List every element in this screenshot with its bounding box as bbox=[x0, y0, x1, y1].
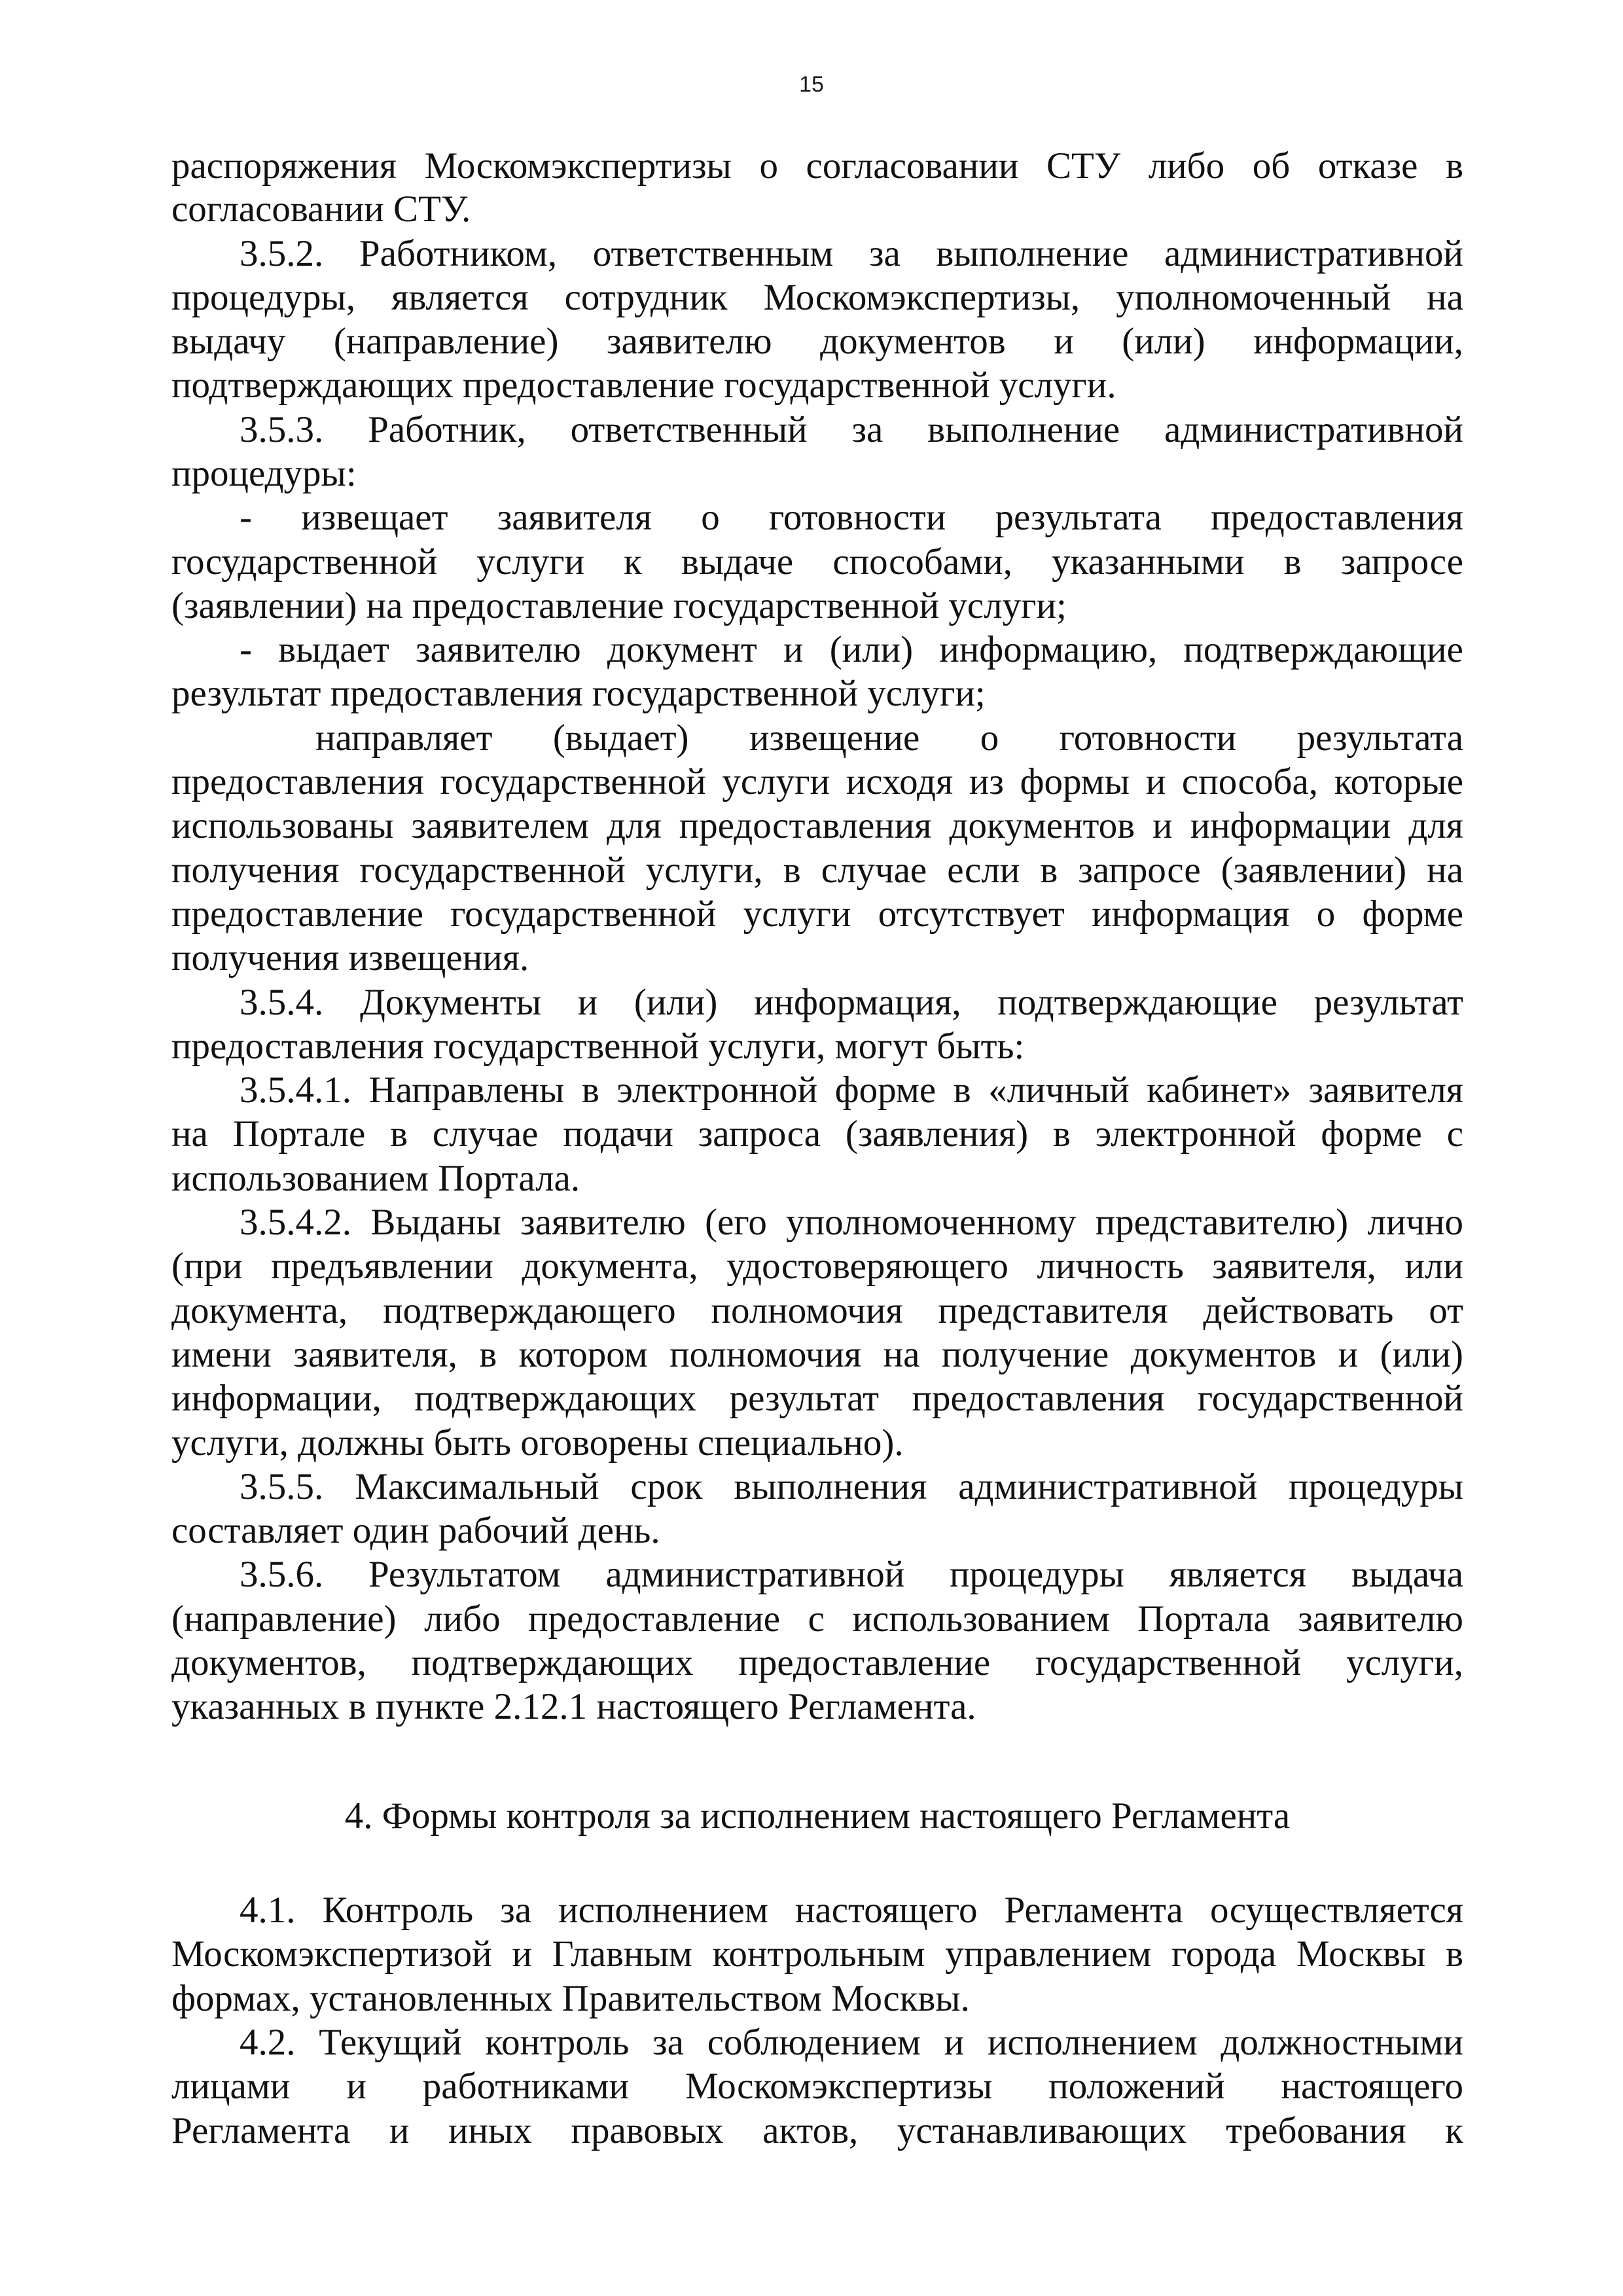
text-line: информации, подтверждающих результат предоставления государственной bbox=[171, 1378, 1463, 1419]
text-line: - извещает заявителя о готовности результата предоставления bbox=[240, 497, 1463, 538]
text-line: предоставления государственной услуги, могут быть: bbox=[171, 1026, 1025, 1067]
text-line: имени заявителя, в котором полномочия на получение документов и (или) bbox=[171, 1334, 1463, 1375]
text-line: (направление) либо предоставление с использованием Портала заявителю bbox=[171, 1598, 1463, 1640]
text-line: распоряжения Москомэкспертизы о согласовании СТУ либо об отказе в bbox=[171, 145, 1463, 187]
text-line: использованы заявителем для предоставления документов и информации для bbox=[171, 805, 1463, 846]
text-line: 3.5.4.1. Направлены в электронной форме в «личный кабинет» заявителя bbox=[240, 1069, 1463, 1111]
text-line: 3.5.2. Работником, ответственным за выполнение административной bbox=[240, 233, 1463, 274]
text-line: 3.5.4. Документы и (или) информация, подтверждающие результат bbox=[240, 982, 1463, 1023]
text-line: документа, подтверждающего полномочия представителя действовать от bbox=[171, 1290, 1463, 1331]
text-line: процедуры, является сотрудник Москомэкспертизы, уполномоченный на bbox=[171, 277, 1463, 318]
text-line: 4.1. Контроль за исполнением настоящего Регламента осуществляется bbox=[240, 1890, 1463, 1931]
text-line: Москомэкспертизой и Главным контрольным управлением города Москвы в bbox=[171, 1933, 1463, 1975]
text-line: государственной услуги к выдаче способами, указанными в запросе bbox=[171, 541, 1463, 583]
text-line: 4.2. Текущий контроль за соблюдением и исполнением должностными bbox=[240, 2022, 1463, 2063]
text-line: получения извещения. bbox=[171, 937, 529, 978]
text-line: 3.5.4.2. Выданы заявителю (его уполномоченному представителю) лично bbox=[240, 1202, 1463, 1243]
text-line: предоставление государственной услуги отсутствует информация о форме bbox=[171, 893, 1463, 935]
text-line: - выдает заявителю документ и (или) информацию, подтверждающие bbox=[240, 629, 1463, 670]
text-line: указанных в пункте 2.12.1 настоящего Регламента. bbox=[171, 1686, 976, 1727]
text-line: услуги, должны быть оговорены специально). bbox=[171, 1422, 904, 1463]
page-number: 15 bbox=[799, 72, 824, 97]
text-line: формах, установленных Правительством Москвы. bbox=[171, 1978, 970, 2019]
text-line: 3.5.3. Работник, ответственный за выполнение административной bbox=[240, 409, 1463, 450]
text-line: выдачу (направление) заявителю документов и (или) информации, bbox=[171, 321, 1463, 362]
text-line: 3.5.6. Результатом административной процедуры является выдача bbox=[240, 1554, 1463, 1595]
section-heading: 4. Формы контроля за исполнением настоящего Регламента bbox=[344, 1795, 1291, 1837]
text-line: направляет (выдает) извещение о готовности результата bbox=[315, 717, 1463, 759]
text-line: согласовании СТУ. bbox=[171, 188, 471, 230]
text-line: документов, подтверждающих предоставление государственной услуги, bbox=[171, 1642, 1463, 1683]
text-line: получения государственной услуги, в случае если в запросе (заявлении) на bbox=[171, 850, 1463, 891]
text-line: на Портале в случае подачи запроса (заявления) в электронной форме с bbox=[171, 1113, 1463, 1155]
text-line: (при предъявлении документа, удостоверяющего личность заявителя, или bbox=[171, 1246, 1463, 1287]
text-line: использованием Портала. bbox=[171, 1158, 580, 1199]
text-line: подтверждающих предоставление государственной услуги. bbox=[171, 365, 1116, 406]
text-line: процедуры: bbox=[171, 453, 357, 494]
text-line: лицами и работниками Москомэкспертизы положений настоящего bbox=[171, 2066, 1463, 2107]
text-line: предоставления государственной услуги исходя из формы и способа, которые bbox=[171, 761, 1463, 802]
text-line: 3.5.5. Максимальный срок выполнения административной процедуры bbox=[240, 1466, 1463, 1507]
text-line: составляет один рабочий день. bbox=[171, 1510, 660, 1551]
text-line: (заявлении) на предоставление государственной услуги; bbox=[171, 585, 1067, 626]
text-line: результат предоставления государственной услуги; bbox=[171, 673, 986, 714]
text-line: Регламента и иных правовых актов, устанавливающих требования к bbox=[171, 2110, 1463, 2151]
